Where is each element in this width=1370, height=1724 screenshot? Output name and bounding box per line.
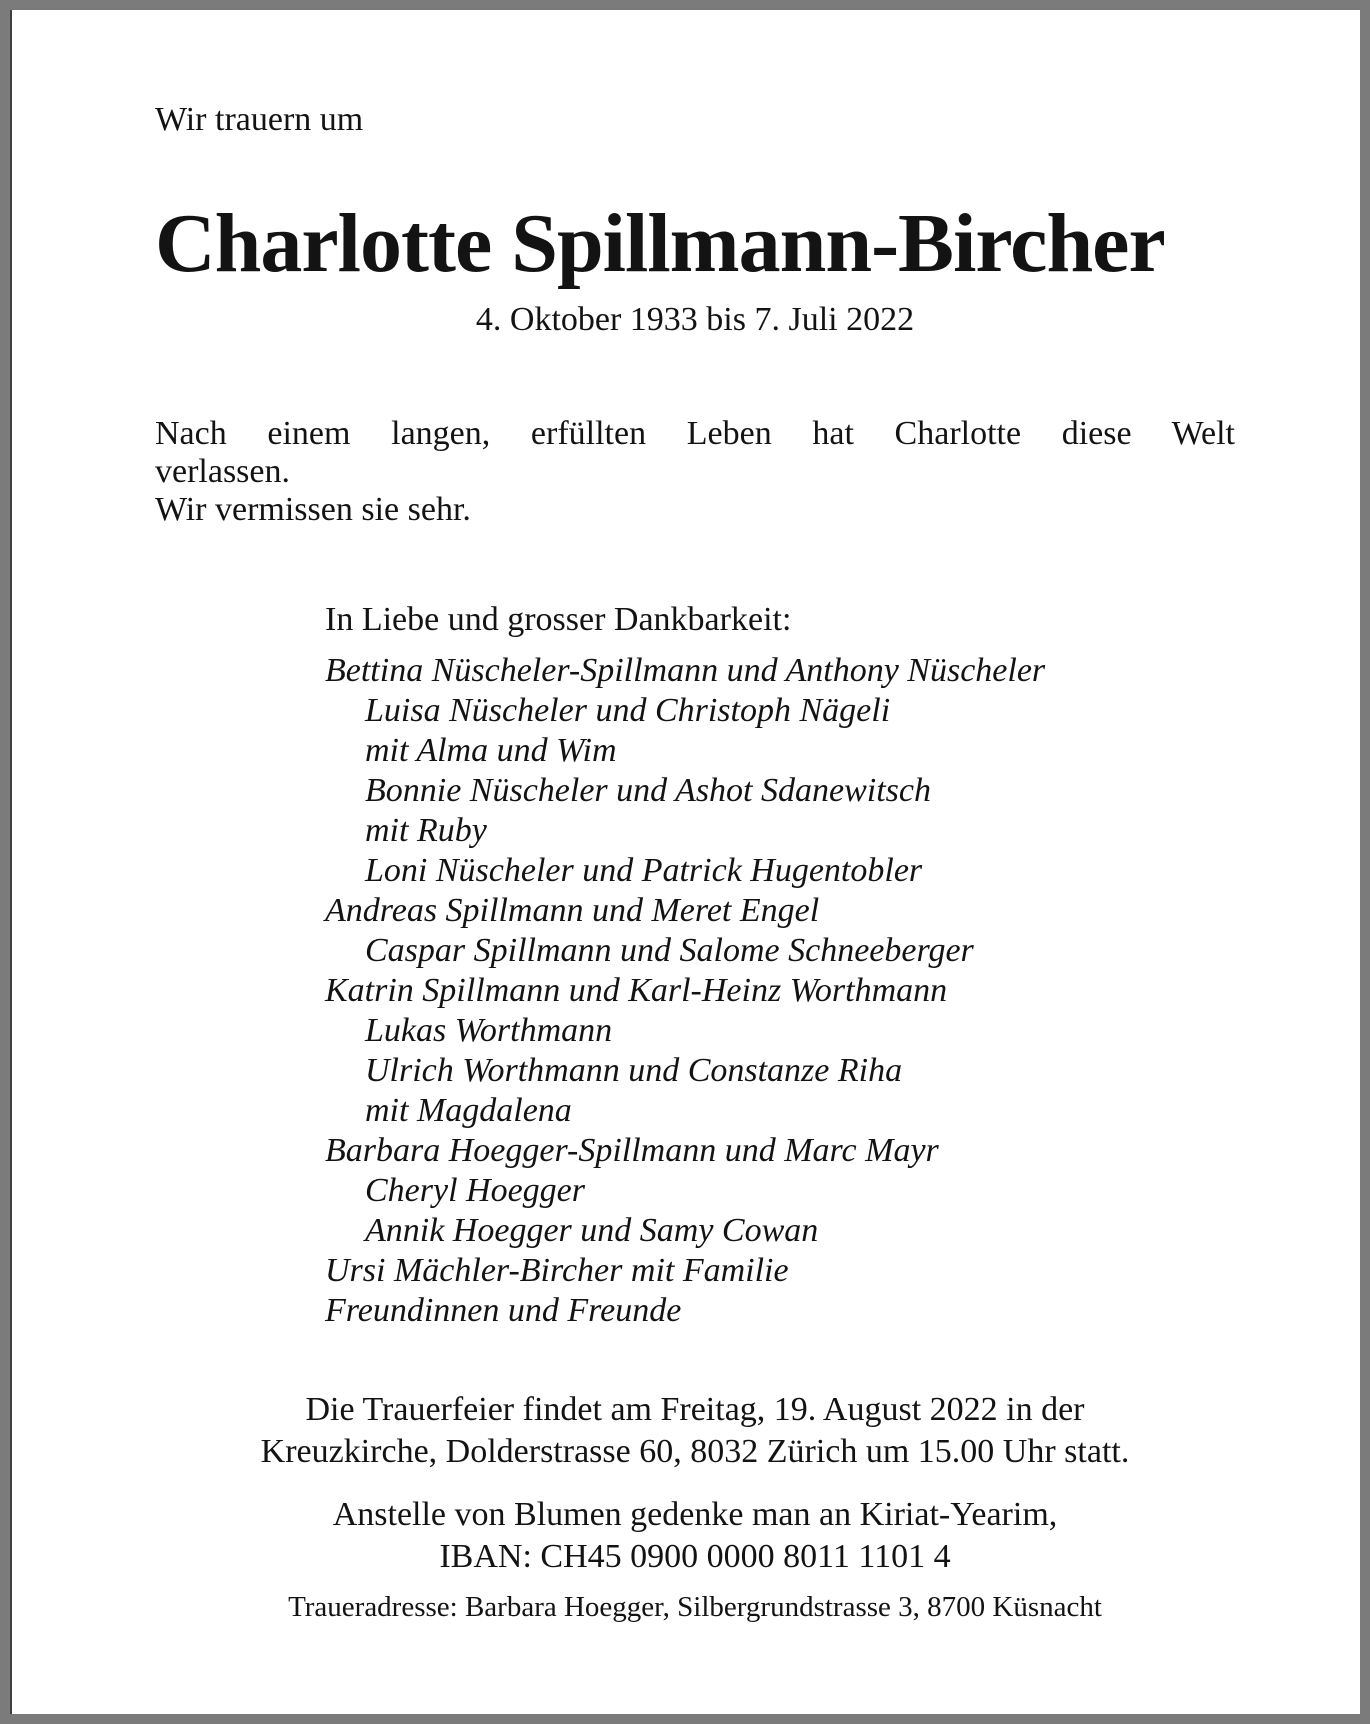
mourner-line: mit Magdalena — [365, 1092, 572, 1129]
mourner-line: mit Ruby — [365, 812, 487, 849]
mourner-line: Barbara Hoegger-Spillmann und Marc Mayr — [325, 1132, 939, 1169]
service-line-1: Die Trauerfeier findet am Freitag, 19. August 2022 in der — [305, 1391, 1085, 1428]
mourner-line: Katrin Spillmann und Karl-Heinz Worthmann — [325, 972, 948, 1009]
mourner-line: Ursi Mächler-Bircher mit Familie — [325, 1252, 789, 1289]
mourner-line: Ulrich Worthmann und Constanze Riha — [365, 1052, 903, 1089]
message-line-1: Nach einem langen, erfüllten Leben hat Charlotte diese Welt — [155, 415, 1235, 452]
donation-info — [155, 1494, 1235, 1578]
message-paragraph — [155, 415, 1235, 529]
gratitude-heading: In Liebe und grosser Dankbarkeit: — [325, 601, 792, 638]
mourner-line: Lukas Worthmann — [365, 1012, 613, 1049]
donation-line-1: Anstelle von Blumen gedenke man an Kiriat-Yearim, — [332, 1496, 1058, 1533]
mourner-line: Bettina Nüscheler-Spillmann und Anthony Nüscheler — [325, 652, 1046, 689]
mourner-line: Bonnie Nüscheler und Ashot Sdanewitsch — [365, 772, 931, 809]
mourner-line: Loni Nüscheler und Patrick Hugentobler — [365, 852, 923, 889]
mourner-line: Caspar Spillmann und Salome Schneeberger — [365, 932, 974, 969]
message-line-3: Wir vermissen sie sehr. — [155, 491, 471, 528]
life-dates: 4. Oktober 1933 bis 7. Juli 2022 — [475, 301, 915, 338]
deceased-name: Charlotte Spillmann-Bircher — [155, 197, 1165, 290]
mourner-line: Freundinnen und Freunde — [325, 1292, 682, 1329]
mourners-list — [325, 651, 1235, 1331]
mourning-address: Traueradresse: Barbara Hoegger, Silbergrundstrasse 3, 8700 Küsnacht — [288, 1591, 1102, 1623]
message-line-2: verlassen. — [155, 453, 291, 490]
mourner-line: Andreas Spillmann und Meret Engel — [325, 892, 820, 929]
intro-line: Wir trauern um — [155, 101, 364, 138]
mourner-line: Annik Hoegger und Samy Cowan — [365, 1212, 819, 1249]
mourner-line: mit Alma und Wim — [365, 732, 617, 769]
service-line-2: Kreuzkirche, Dolderstrasse 60, 8032 Zürich um 15.00 Uhr statt. — [260, 1433, 1130, 1470]
donation-iban-line: IBAN: CH45 0900 0000 8011 1101 4 — [439, 1538, 951, 1575]
mourner-line: Luisa Nüscheler und Christoph Nägeli — [365, 692, 891, 729]
mourner-line: Cheryl Hoegger — [365, 1172, 586, 1209]
service-info — [155, 1389, 1235, 1473]
text-column — [155, 10, 1235, 1625]
obituary-page — [10, 10, 1360, 1714]
